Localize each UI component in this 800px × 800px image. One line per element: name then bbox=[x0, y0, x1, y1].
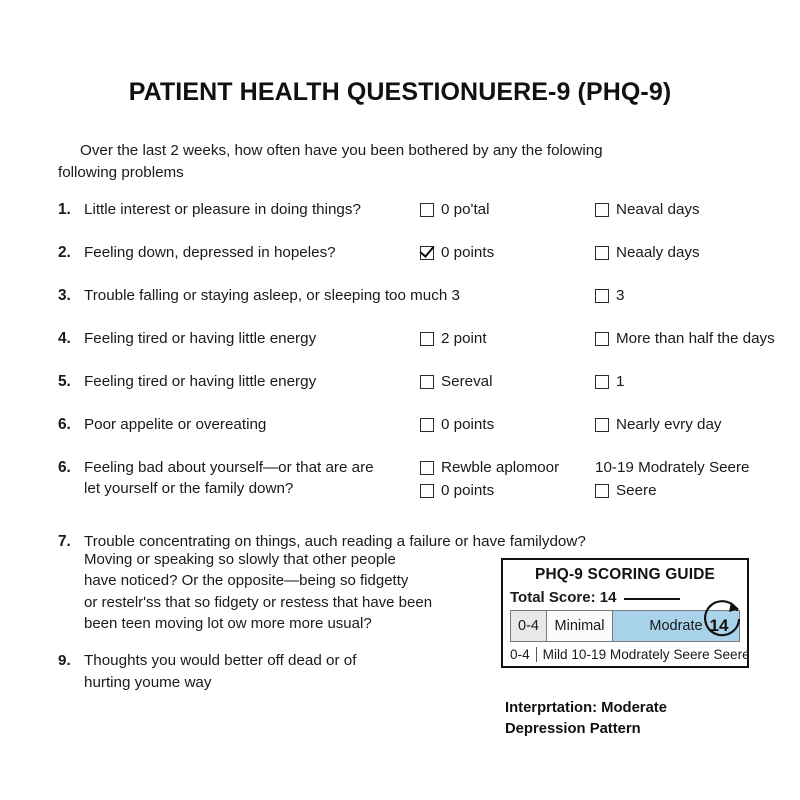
interpretation-text bbox=[505, 698, 785, 741]
question-text: Trouble concentrating on things, auch reading a failure or have familydow? bbox=[84, 533, 586, 550]
checkbox-icon[interactable] bbox=[595, 418, 609, 432]
option-label: 0 poʹtal bbox=[441, 201, 490, 218]
option-label: 10-19 Modrately Seere bbox=[595, 459, 750, 476]
option-label: 0 points bbox=[441, 244, 495, 261]
question-row bbox=[58, 243, 788, 286]
question-list bbox=[58, 200, 788, 575]
question-row bbox=[58, 200, 788, 243]
score-marker bbox=[693, 596, 745, 648]
option-column-b bbox=[595, 286, 800, 307]
checkbox-icon[interactable] bbox=[420, 461, 434, 475]
option-column-a bbox=[420, 415, 590, 436]
question-text-line-2: hurting youme way bbox=[84, 673, 212, 691]
option-b[interactable] bbox=[595, 200, 800, 221]
question-row bbox=[58, 372, 788, 415]
option-label: Nearly evry day bbox=[616, 416, 722, 433]
option-a[interactable] bbox=[420, 458, 590, 479]
checkbox-checked-icon[interactable] bbox=[420, 246, 434, 260]
option-label: 0 points bbox=[441, 416, 495, 433]
option-column-a bbox=[420, 372, 590, 393]
checkbox-icon[interactable] bbox=[595, 375, 609, 389]
option-b-secondary[interactable] bbox=[595, 481, 800, 502]
checkbox-icon[interactable] bbox=[595, 484, 609, 498]
question-number: 1. bbox=[58, 201, 71, 218]
scoring-guide-box bbox=[501, 558, 749, 668]
option-b[interactable] bbox=[595, 286, 800, 307]
option-column-b bbox=[595, 372, 800, 393]
option-column-a bbox=[420, 329, 590, 350]
total-score-label: Total Score: 14 bbox=[510, 589, 617, 606]
checkbox-icon[interactable] bbox=[420, 375, 434, 389]
option-column-a bbox=[420, 458, 590, 502]
question-text: Little interest or pleasure in doing things? bbox=[84, 201, 361, 218]
question-number: 6. bbox=[58, 416, 71, 433]
question-number: 2. bbox=[58, 244, 71, 261]
checkbox-icon[interactable] bbox=[420, 332, 434, 346]
scale-legend bbox=[510, 647, 750, 662]
option-label: Rewble aplomoor bbox=[441, 459, 560, 476]
scale-cell-minimal: Minimal bbox=[547, 611, 613, 641]
interpretation-line-1: Interprtation: Moderate bbox=[505, 700, 667, 716]
option-column-b bbox=[595, 243, 800, 264]
option-label: 3 bbox=[616, 287, 625, 304]
question-8-paragraph bbox=[84, 549, 484, 634]
checkbox-icon[interactable] bbox=[420, 484, 434, 498]
question-number: 6. bbox=[58, 459, 71, 476]
option-label: Neaval days bbox=[616, 201, 700, 218]
instructions-paragraph bbox=[58, 140, 658, 184]
intro-line-2: following problems bbox=[58, 164, 184, 182]
question-row bbox=[58, 415, 788, 458]
question-text-line-2: let yourself or the family down? bbox=[84, 479, 294, 497]
checkbox-icon[interactable] bbox=[595, 246, 609, 260]
paragraph-line-4: been teen moving lot ow more more usual? bbox=[84, 614, 372, 632]
checkbox-icon[interactable] bbox=[420, 203, 434, 217]
question-number: 7. bbox=[58, 533, 71, 550]
question-number: 3. bbox=[58, 287, 71, 304]
scale-cell-range: 0-4 bbox=[511, 611, 547, 641]
question-text: Feeling tired or having little energy bbox=[84, 330, 317, 347]
option-b[interactable] bbox=[595, 372, 800, 393]
option-a-secondary[interactable] bbox=[420, 481, 590, 502]
question-text: Poor appelite or overeating bbox=[84, 416, 267, 433]
question-number: 9. bbox=[58, 652, 71, 669]
option-column-a bbox=[420, 200, 590, 221]
question-text: Feeling tired or having little energy bbox=[84, 373, 317, 390]
legend-text: Mild 10-19 Modrately Seere Seere bbox=[542, 647, 750, 662]
question-row bbox=[58, 329, 788, 372]
checkbox-icon[interactable] bbox=[420, 418, 434, 432]
legend-range: 0-4 bbox=[510, 647, 530, 662]
option-label: Sereval bbox=[441, 373, 493, 390]
option-column-b bbox=[595, 415, 800, 436]
option-b-text bbox=[595, 458, 800, 479]
option-column-b bbox=[595, 200, 800, 221]
leader-line bbox=[624, 598, 680, 600]
option-b[interactable] bbox=[595, 329, 800, 350]
option-label: More than half the days bbox=[616, 330, 775, 347]
question-text: Feeling down, depressed in hopeles? bbox=[84, 244, 336, 261]
checkbox-icon[interactable] bbox=[595, 289, 609, 303]
scale-cell-moderate: Modrate bbox=[613, 611, 739, 641]
option-b[interactable] bbox=[595, 415, 800, 436]
question-text-line-1: Thoughts you would better off dead or of bbox=[84, 652, 357, 669]
question-row bbox=[58, 458, 788, 520]
intro-line-1: Over the last 2 weeks, how often have you been bothered by any the folowing bbox=[80, 142, 603, 159]
option-label: Seere bbox=[616, 482, 657, 499]
option-a[interactable] bbox=[420, 372, 590, 393]
score-marker-value: 14 bbox=[709, 615, 729, 635]
paragraph-line-1: Moving or speaking so slowly that other people bbox=[84, 551, 396, 568]
question-row bbox=[58, 286, 788, 329]
paragraph-line-3: or restelrʹss that so fidgety or restess that have been bbox=[84, 593, 433, 611]
paragraph-line-2: have noticed? Or the opposite—being so fidgetty bbox=[84, 572, 409, 590]
option-a[interactable] bbox=[420, 200, 590, 221]
question-text-line-1: Feeling bad about yourself—or that are are bbox=[84, 459, 374, 476]
option-column-a bbox=[420, 243, 590, 264]
option-label: 1 bbox=[616, 373, 625, 390]
legend-divider bbox=[536, 647, 537, 662]
page-title: PATIENT HEALTH QUESTIONUERE-9 (PHQ-9) bbox=[128, 78, 672, 106]
option-b[interactable] bbox=[595, 243, 800, 264]
option-label: 0 points bbox=[441, 482, 495, 499]
interpretation-line-2: Depression Pattern bbox=[505, 721, 641, 738]
question-number: 5. bbox=[58, 373, 71, 390]
question-9 bbox=[58, 650, 478, 693]
question-text: Trouble falling or staying asleep, or sleeping too much 3 bbox=[84, 287, 460, 304]
option-label: 2 point bbox=[441, 330, 487, 347]
checkbox-icon[interactable] bbox=[595, 203, 609, 217]
option-column-b bbox=[595, 329, 800, 350]
option-column-b bbox=[595, 458, 800, 502]
option-a[interactable] bbox=[420, 329, 590, 350]
option-a[interactable] bbox=[420, 415, 590, 436]
question-number: 4. bbox=[58, 330, 71, 347]
option-label: Neaaly days bbox=[616, 244, 700, 261]
option-a[interactable] bbox=[420, 243, 590, 264]
checkbox-icon[interactable] bbox=[595, 332, 609, 346]
scoring-guide-title: PHQ-9 SCORING GUIDE bbox=[535, 566, 715, 583]
